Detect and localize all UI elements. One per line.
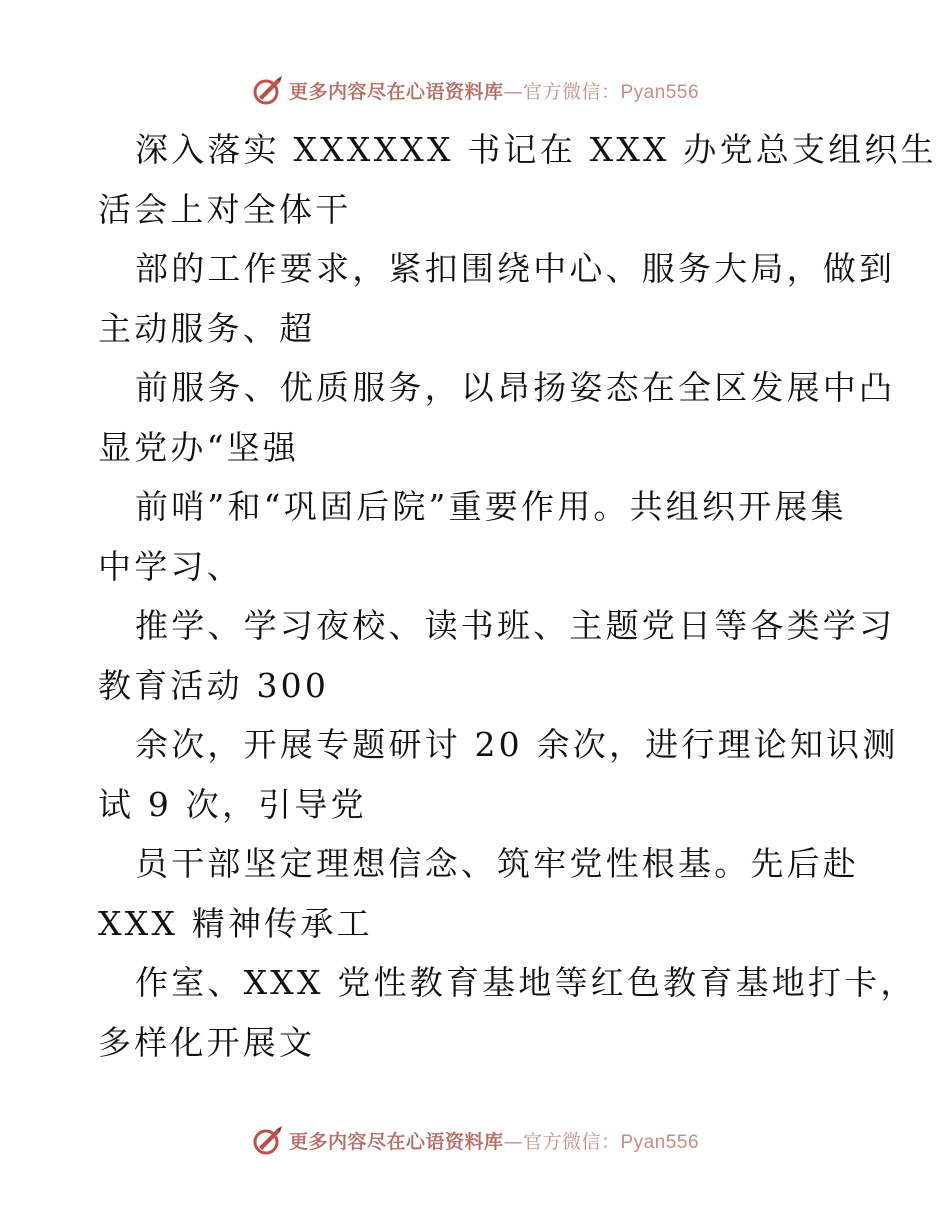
- watermark-text: [289, 1127, 699, 1154]
- watermark-site-name: 更多内容尽在心语资料库: [288, 80, 504, 103]
- text-line: 深入落实 XXXXXX 书记在 XXX 办党总支组织生: [135, 130, 937, 169]
- text-line: 部的工作要求，紧扣围绕中心、服务大局，做到: [135, 249, 896, 288]
- text-line: 活会上对全体干: [98, 189, 352, 229]
- watermark-account-id: Pyan556: [620, 1131, 700, 1153]
- text-line: 员干部坚定理想信念、筑牢党性根基。先后赴: [135, 844, 859, 883]
- text-line: 中学习、: [98, 546, 243, 586]
- document-body: [98, 120, 937, 1072]
- text-line: 前服务、优质服务，以昂扬姿态在全区发展中凸: [135, 368, 896, 407]
- watermark-dash: —: [503, 80, 523, 103]
- text-line: 主动服务、超: [98, 308, 316, 348]
- watermark-account-label: 官方微信：: [522, 80, 621, 103]
- quill-logo-icon: [251, 73, 285, 107]
- watermark-dash: —: [503, 1130, 523, 1153]
- text-line: 教育活动 300: [98, 665, 330, 705]
- watermark-site-name: 更多内容尽在心语资料库: [288, 1130, 504, 1153]
- text-line: 作室、XXX 党性教育基地等红色教育基地打卡，: [135, 963, 917, 1002]
- watermark-account-id: Pyan556: [620, 81, 700, 103]
- text-line: 推学、学习夜校、读书班、主题党日等各类学习: [135, 606, 896, 645]
- text-line: 试 9 次，引导党: [98, 784, 367, 824]
- text-line: 显党办“坚强: [98, 427, 300, 467]
- quill-logo-icon: [251, 1123, 285, 1157]
- text-line: XXX 精神传承工: [98, 903, 373, 943]
- watermark-text: [289, 77, 699, 104]
- footer-watermark: [0, 1120, 950, 1160]
- text-line: 多样化开展文: [98, 1022, 316, 1062]
- text-line: 余次，开展专题研讨 20 余次，进行理论知识测: [135, 725, 899, 764]
- text-line: 前哨”和“巩固后院”重要作用。共组织开展集: [135, 487, 847, 526]
- header-watermark: [0, 70, 950, 110]
- watermark-account-label: 官方微信：: [522, 1130, 621, 1153]
